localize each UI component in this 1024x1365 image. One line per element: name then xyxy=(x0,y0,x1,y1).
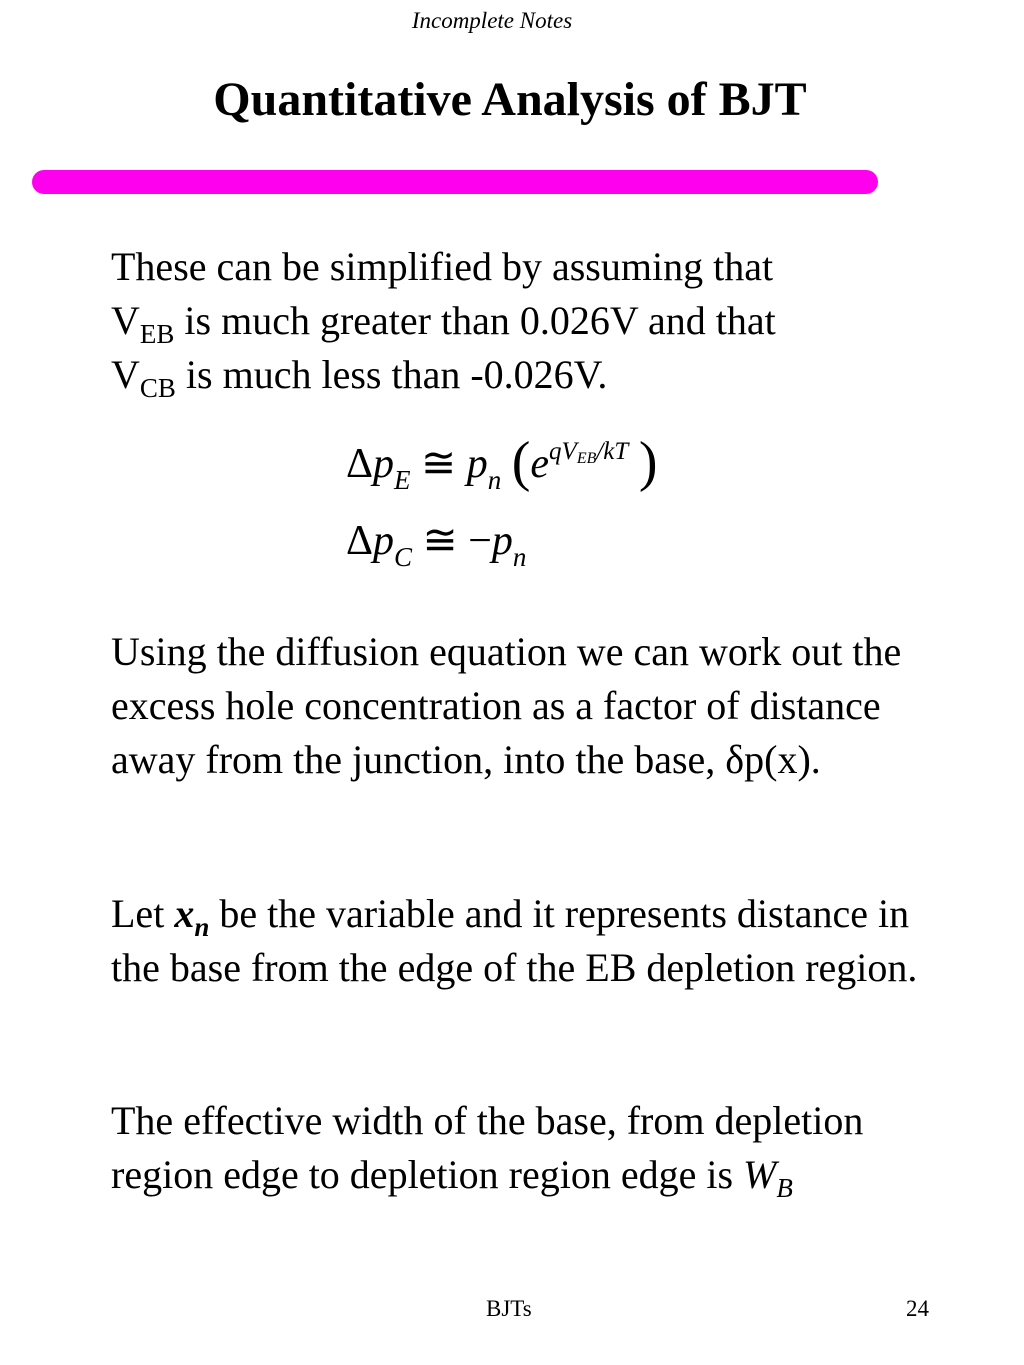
xn-variable: $x_n$ xyxy=(174,891,210,942)
slide-title: Quantitative Analysis of BJT xyxy=(213,73,807,126)
assumption-line-2: is much greater than 0.026V and that xyxy=(174,298,776,343)
equation-delta-pc: $\Delta p_C$ ≅ $-p_n$ xyxy=(346,518,527,572)
assumption-line-3: is much less than -0.026V. xyxy=(175,352,608,397)
paragraph-base-width: The effective width of the base, from depletion region edge to depletion region edge is $W_B$ xyxy=(111,1098,864,1203)
v-cb-symbol: $V_{CB}$ xyxy=(111,352,176,403)
v-eb-symbol: $V_{EB}$ xyxy=(111,298,175,349)
wb-variable: $W_B$ xyxy=(743,1152,793,1203)
paragraph-assumptions xyxy=(111,240,941,402)
page-number: 24 xyxy=(906,1296,929,1321)
paragraph-diffusion: Using the diffusion equation we can work out the excess hole concentration as a factor of distance away from the junction, into the base, δp(x). xyxy=(111,629,902,782)
footer-title: BJTs xyxy=(486,1296,532,1321)
paragraph-variable: Let $x_n$ be the variable and it represents distance in the base from the edge of the EB depletion region. xyxy=(111,891,918,990)
equation-delta-pe: $\Delta p_E$ ≅ $p_n$ ($e^{qVEB/kT}$ ) xyxy=(346,431,658,495)
accent-bar xyxy=(32,170,878,194)
header-note: Incomplete Notes xyxy=(411,8,573,33)
assumption-line-1: These can be simplified by assuming that xyxy=(111,244,774,289)
